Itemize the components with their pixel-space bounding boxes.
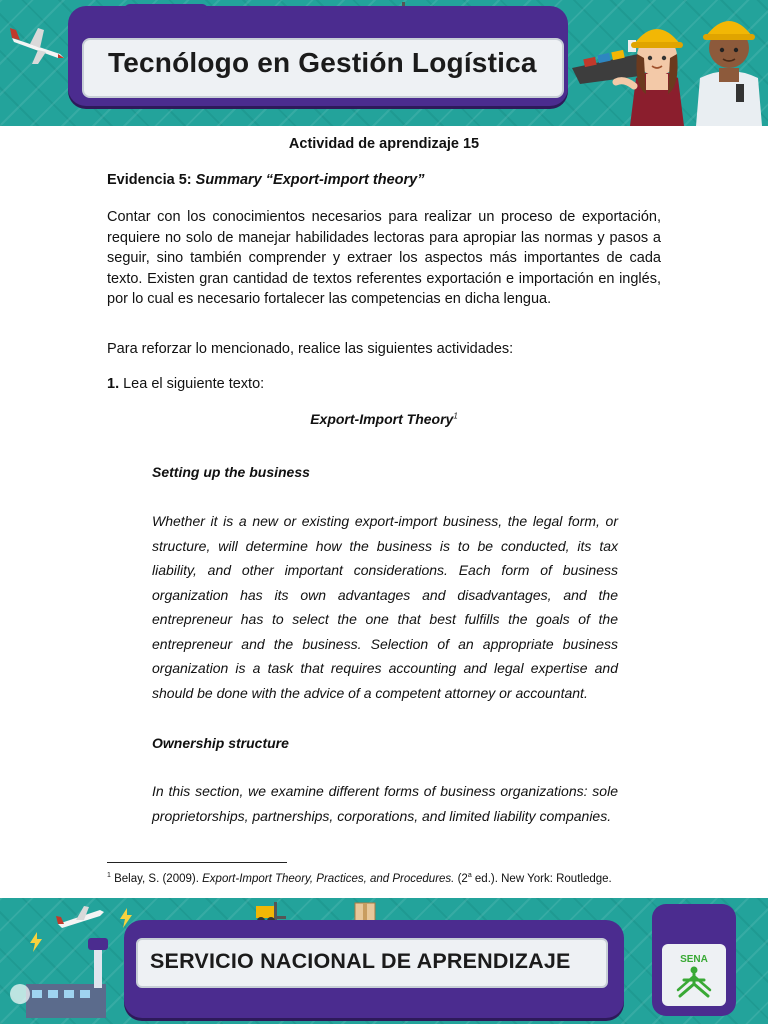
footnote-edition-post: ed.). New York: Routledge. [471,872,612,885]
footnote-separator [107,862,287,863]
intro-paragraph: Contar con los conocimientos necesarios para realizar un proceso de exportación, requiere no solo de manejar habilidades lectoras para apropiar las normas y pasos a seguir, sino también comprender y extraer los aspectos más importantes de cada texto. Existen gran cantidad de textos referentes exportación e importación en inglés, por lo cual es necesario fortalecer las competencias en dicha lengua. [107,209,661,307]
reading-title [107,411,661,427]
header-banner [0,0,768,126]
title-frame-tab [124,4,208,16]
instruction-paragraph: Para reforzar lo mencionado, realice las siguientes actividades: [107,341,514,357]
activity-title: Actividad de aprendizaje 15 [288,136,480,152]
airplane-icon [56,900,106,934]
sena-logo [672,950,716,1000]
section-heading: Ownership structure [152,735,289,751]
reading-title-text: Export-Import Theory [310,411,454,427]
airport-tower-icon [6,928,116,1022]
section-body: In this section, we examine different forms of business organizations: sole proprietorships, partnerships, corporations, and limited liability companies. [152,783,618,824]
footnote-reference: 1 [453,411,458,421]
footnote-author: Belay, S. (2009). [114,872,199,885]
worker-woman-icon [612,8,702,126]
logo-text: SENA [680,954,708,965]
step-text: Lea el siguiente texto: [123,376,265,392]
lightning-icon [28,932,44,952]
section-body: Whether it is a new or existing export-import business, the legal form, or structure, will determine how the business is to be conducted, its tax liability, and other important considerations. Each form of business organization has its own advantages and disadvantages, and the entrepreneur has to select the one that best fulfills the goals of the entrepreneur and the business. Selection of an appropriate business organization is a task that requires accounting and legal expertise and should be done with the advice of a competent attorney or accountant. [152,513,618,701]
footnote-number: 1 [107,872,111,879]
worker-man-icon [690,4,768,126]
evidence-label: Evidencia 5: [107,172,192,188]
footnote-edition-pre: (2 [457,872,468,885]
evidence-name: Summary “Export-import theory” [195,172,425,188]
step-item [107,376,264,392]
program-title: Tecnólogo en Gestión Logística [108,47,537,78]
step-number: 1. [107,376,120,392]
footer-banner [0,898,768,1024]
footnote [107,872,612,885]
airplane-icon [8,20,68,70]
section-heading: Setting up the business [152,464,310,480]
footnote-book: Export-Import Theory, Practices, and Procedures. [202,872,455,885]
evidence-heading [107,172,424,188]
institution-name: SERVICIO NACIONAL DE APRENDIZAJE [150,949,571,973]
footnote-edition-sup: a [467,872,472,879]
